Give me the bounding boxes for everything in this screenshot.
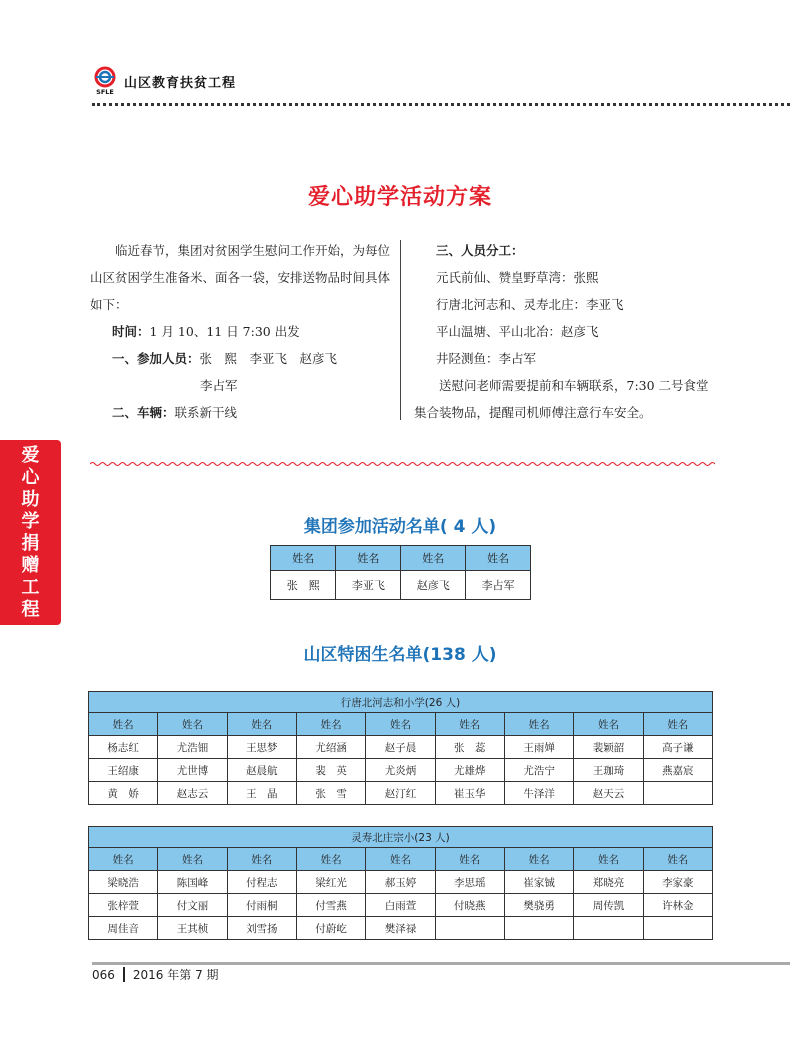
intro-text: 临近春节，集团对贫困学生慰问工作开始，为每位山区贫困学生准备米、面各一袋，安排送物品时间具体如下： <box>90 243 391 312</box>
duty-heading: 三、人员分工： <box>436 243 524 258</box>
name-cell: 尤绍涵 <box>296 736 365 759</box>
side-tab-char: 捐 <box>21 532 40 554</box>
name-cell: 杨志红 <box>89 736 158 759</box>
name-cell: 梁晓浩 <box>89 871 158 894</box>
header-cell: 姓名 <box>296 848 365 871</box>
name-cell: 尤炎炳 <box>366 759 435 782</box>
side-tab-char: 程 <box>21 598 40 620</box>
header-cell: 姓名 <box>435 848 504 871</box>
name-cell <box>435 917 504 940</box>
header-divider <box>92 103 790 106</box>
name-cell: 李亚飞 <box>336 571 401 600</box>
duty-line: 井陉测鱼：李占军 <box>436 351 537 366</box>
name-cell: 黄 娇 <box>89 782 158 805</box>
group-list-title: 集团参加活动名单( 4 人) <box>303 517 497 537</box>
table-header-row <box>89 713 713 736</box>
name-cell: 燕嘉宸 <box>643 759 712 782</box>
name-cell: 高子谦 <box>643 736 712 759</box>
table-row <box>271 571 531 600</box>
group-table <box>270 545 531 600</box>
name-cell <box>504 917 573 940</box>
name-cell: 王绍康 <box>89 759 158 782</box>
duty-line: 行唐北河志和、灵寿北庄：李亚飞 <box>436 297 624 312</box>
header-cell: 姓名 <box>296 713 365 736</box>
name-cell: 赵志云 <box>158 782 227 805</box>
name-cell: 李家豪 <box>643 871 712 894</box>
school-name: 灵寿北庄宗小(23 人) <box>89 827 713 848</box>
name-cell: 周佳音 <box>89 917 158 940</box>
members-value: 张 熙 李亚飞 赵彦飞 <box>199 351 338 366</box>
header-cell: 姓名 <box>643 848 712 871</box>
name-cell: 刘雪扬 <box>227 917 296 940</box>
name-cell <box>643 782 712 805</box>
header-cell: 姓名 <box>466 546 531 571</box>
school-table-1 <box>88 691 713 805</box>
name-cell: 白雨萱 <box>366 894 435 917</box>
table-header-row <box>271 546 531 571</box>
name-cell: 裴颖韶 <box>574 736 643 759</box>
vehicle-label: 二、车辆： <box>112 405 175 420</box>
table-header-row <box>89 848 713 871</box>
page-header <box>92 66 236 96</box>
name-cell: 王其桢 <box>158 917 227 940</box>
name-cell <box>643 917 712 940</box>
table-row <box>89 759 713 782</box>
school-table-2 <box>88 826 713 940</box>
logo-text: SFLE <box>96 88 114 96</box>
school-caption-row <box>89 827 713 848</box>
side-tab-char: 赠 <box>21 554 40 576</box>
header-cell: 姓名 <box>401 546 466 571</box>
student-list-title: 山区特困生名单(138 人) <box>303 645 497 665</box>
name-cell: 郑晓亮 <box>574 871 643 894</box>
footer-separator <box>123 967 125 982</box>
name-cell: 赵天云 <box>574 782 643 805</box>
name-cell: 崔玉华 <box>435 782 504 805</box>
school-caption-row <box>89 692 713 713</box>
name-cell: 郝玉婷 <box>366 871 435 894</box>
members-label: 一、参加人员： <box>112 351 200 366</box>
footer-divider <box>92 962 790 965</box>
name-cell: 牛泽洋 <box>504 782 573 805</box>
name-cell: 张 熙 <box>271 571 336 600</box>
column-divider <box>400 240 401 420</box>
name-cell: 尤雄烨 <box>435 759 504 782</box>
name-cell: 付程志 <box>227 871 296 894</box>
vehicle-value: 联系新干线 <box>174 405 238 420</box>
side-tab-char: 学 <box>21 510 40 532</box>
name-cell: 付蔚屹 <box>296 917 365 940</box>
name-cell: 张 雪 <box>296 782 365 805</box>
name-cell: 张 蕊 <box>435 736 504 759</box>
header-cell: 姓名 <box>158 713 227 736</box>
name-cell: 王珈琦 <box>574 759 643 782</box>
name-cell: 陈国峰 <box>158 871 227 894</box>
side-tab-char: 工 <box>21 576 40 598</box>
header-cell: 姓名 <box>336 546 401 571</box>
time-label: 时间： <box>112 324 150 339</box>
header-cell: 姓名 <box>271 546 336 571</box>
header-cell: 姓名 <box>366 713 435 736</box>
name-cell: 许林金 <box>643 894 712 917</box>
name-cell: 李思瑶 <box>435 871 504 894</box>
name-cell: 赵晨航 <box>227 759 296 782</box>
members-value-2: 李占军 <box>200 378 238 393</box>
name-cell: 王雨婵 <box>504 736 573 759</box>
name-cell: 崔家铖 <box>504 871 573 894</box>
table-row <box>89 894 713 917</box>
table-row <box>89 871 713 894</box>
name-cell: 王 晶 <box>227 782 296 805</box>
name-cell: 尤浩宁 <box>504 759 573 782</box>
name-cell: 赵彦飞 <box>401 571 466 600</box>
header-cell: 姓名 <box>504 848 573 871</box>
side-tab-char: 助 <box>21 488 40 510</box>
header-cell: 姓名 <box>158 848 227 871</box>
table-row <box>89 917 713 940</box>
sfle-logo <box>92 66 118 96</box>
header-title: 山区教育扶贫工程 <box>124 75 237 91</box>
time-value: 1 月 10、11 日 7:30 出发 <box>149 324 300 339</box>
side-tab-char: 爱 <box>21 444 40 466</box>
name-cell: 李占军 <box>466 571 531 600</box>
issue-label: 2016 年第 7 期 <box>132 968 219 982</box>
name-cell: 裴 英 <box>296 759 365 782</box>
left-column <box>90 237 390 426</box>
right-column <box>414 237 714 426</box>
wavy-divider <box>90 461 715 467</box>
name-cell: 樊骁勇 <box>504 894 573 917</box>
header-cell: 姓名 <box>504 713 573 736</box>
header-cell: 姓名 <box>574 848 643 871</box>
header-cell: 姓名 <box>435 713 504 736</box>
name-cell: 付雨桐 <box>227 894 296 917</box>
header-cell: 姓名 <box>227 848 296 871</box>
name-cell: 周传凯 <box>574 894 643 917</box>
side-tab-char: 心 <box>21 466 40 488</box>
header-cell: 姓名 <box>227 713 296 736</box>
name-cell: 樊泽禄 <box>366 917 435 940</box>
header-cell: 姓名 <box>89 713 158 736</box>
name-cell: 尤浩钿 <box>158 736 227 759</box>
name-cell: 张梓萱 <box>89 894 158 917</box>
header-cell: 姓名 <box>89 848 158 871</box>
main-title: 爱心助学活动方案 <box>307 185 492 210</box>
name-cell: 梁红光 <box>296 871 365 894</box>
page-number: 066 <box>92 967 115 982</box>
name-cell: 赵汀红 <box>366 782 435 805</box>
school-name: 行唐北河志和小学(26 人) <box>89 692 713 713</box>
name-cell: 王思梦 <box>227 736 296 759</box>
name-cell: 付晓燕 <box>435 894 504 917</box>
name-cell: 付雪燕 <box>296 894 365 917</box>
table-row <box>89 782 713 805</box>
name-cell: 付文丽 <box>158 894 227 917</box>
header-cell: 姓名 <box>574 713 643 736</box>
name-cell: 赵子晨 <box>366 736 435 759</box>
name-cell <box>574 917 643 940</box>
header-cell: 姓名 <box>366 848 435 871</box>
table-row <box>89 736 713 759</box>
header-cell: 姓名 <box>643 713 712 736</box>
page-footer <box>92 966 219 983</box>
duty-note: 送慰问老师需要提前和车辆联系，7:30 二号食堂集合装物品，提醒司机师傅注意行车安全。 <box>414 378 709 420</box>
duty-line: 平山温塘、平山北冶：赵彦飞 <box>436 324 599 339</box>
duty-line: 元氏前仙、赞皇野草湾：张熙 <box>436 270 599 285</box>
name-cell: 尤世博 <box>158 759 227 782</box>
